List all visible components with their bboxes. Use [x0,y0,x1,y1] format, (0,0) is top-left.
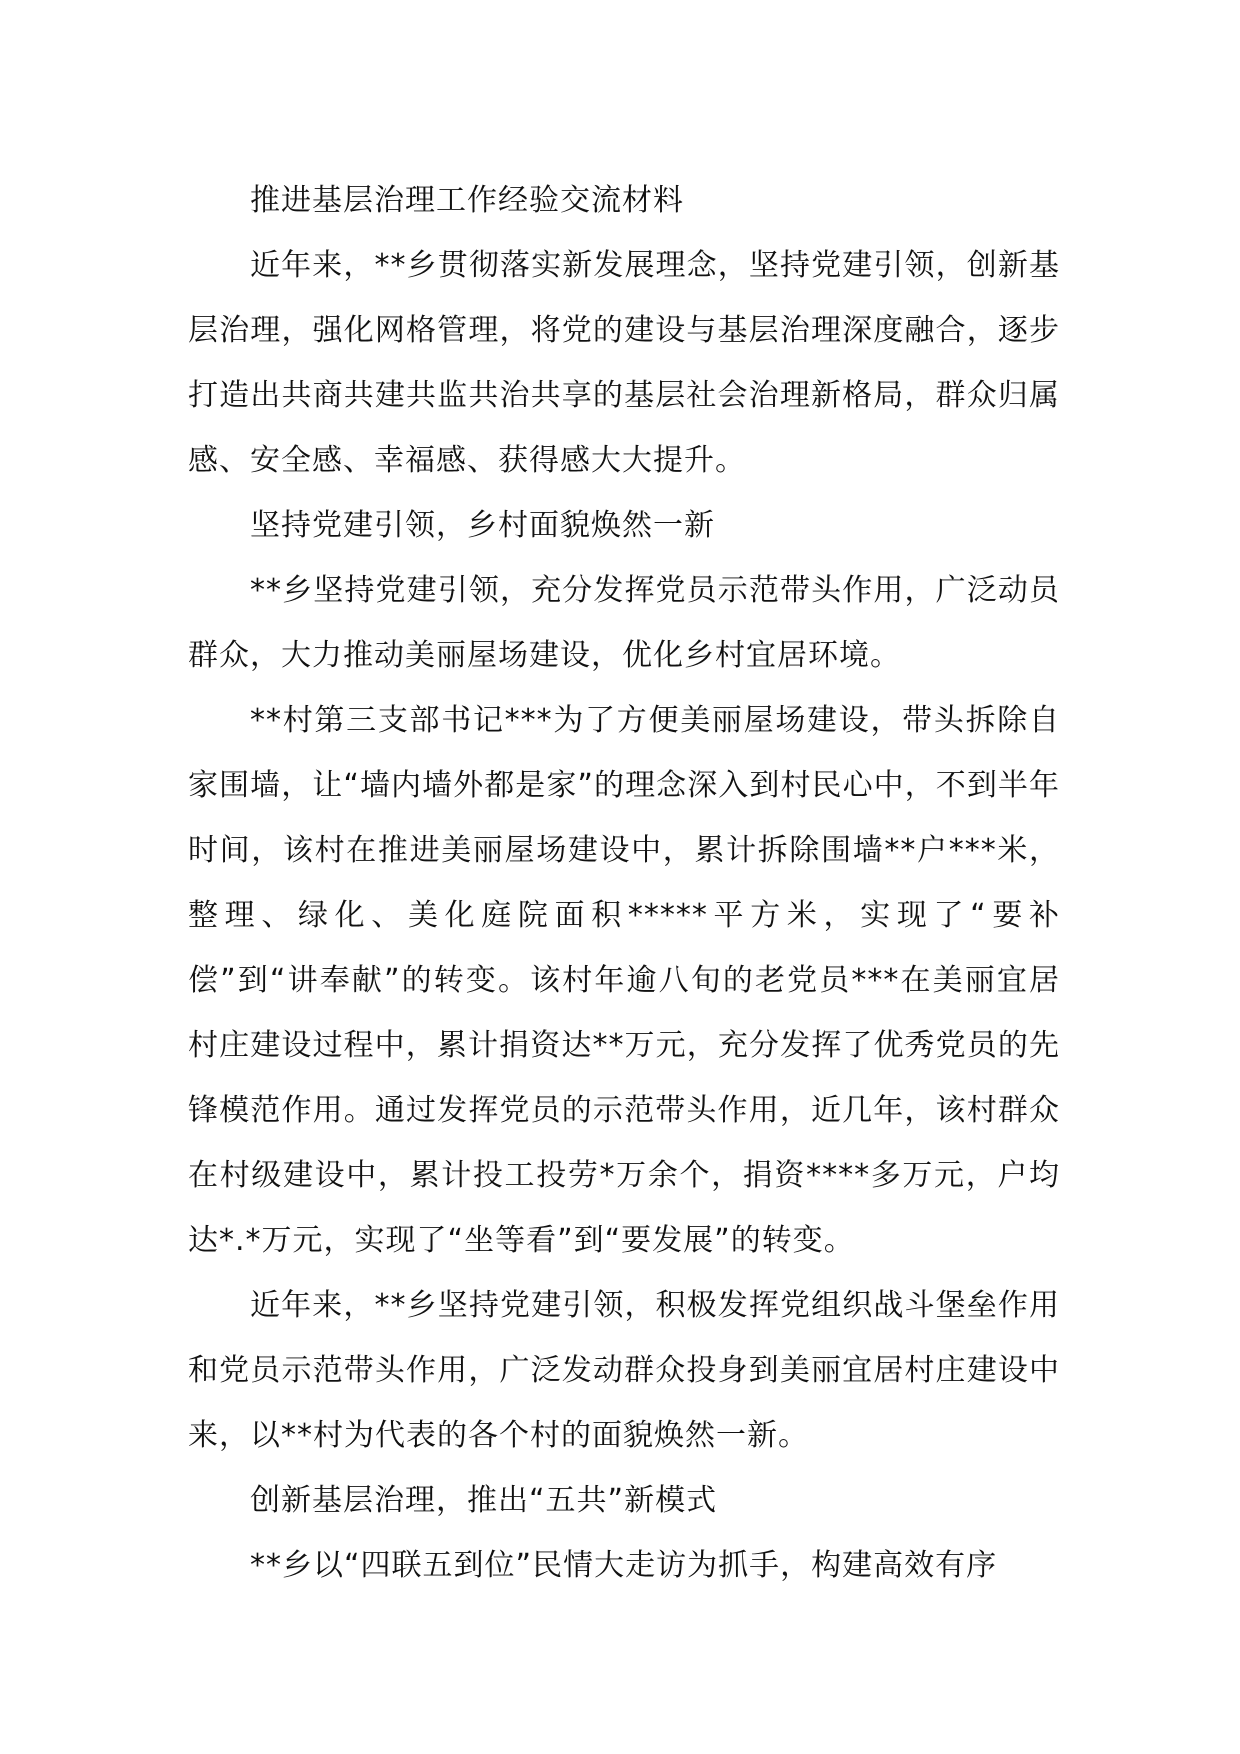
paragraph-summary: 近年来，**乡坚持党建引领，积极发挥党组织战斗堡垒作用和党员示范带头作用，广泛发动群众投身到美丽宜居村庄建设中来，以**村为代表的各个村的面貌焕然一新。 [188,1288,1060,1453]
paragraph-party-leadership: **乡坚持党建引领，充分发挥党员示范带头作用，广泛动员群众，大力推动美丽屋场建设，优化乡村宜居环境。 [188,573,1060,673]
section-heading-innovation: 创新基层治理，推出“五共”新模式 [250,1483,718,1518]
paragraph-village-example: **村第三支部书记***为了方便美丽屋场建设，带头拆除自家围墙，让“墙内墙外都是家”的理念深入到村民心中，不到半年时间，该村在推进美丽屋场建设中，累计拆除围墙**户***米，整理、绿化、美化庭院面积*****平方米，实现了“要补偿”到“讲奉献”的转变。该村年逾八旬的老党员***在美丽宜居村庄建设过程中，累计捐资达**万元，充分发挥了优秀党员的先锋模范作用。通过发挥党员的示范带头作用，近几年，该村群众在村级建设中，累计投工投劳*万余个，捐资****多万元，户均达*.*万元，实现了“坐等看”到“要发展”的转变。 [188,703,1060,1258]
paragraph-innovation: **乡以“四联五到位”民情大走访为抓手，构建高效有序 [250,1548,998,1583]
section-heading-party-leadership: 坚持党建引领，乡村面貌焕然一新 [250,508,715,543]
document-body [188,168,1060,1598]
document-title: 推进基层治理工作经验交流材料 [250,183,684,218]
paragraph-intro: 近年来，**乡贯彻落实新发展理念，坚持党建引领，创新基层治理，强化网格管理，将党的建设与基层治理深度融合，逐步打造出共商共建共监共治共享的基层社会治理新格局，群众归属感、安全感、幸福感、获得感大大提升。 [188,248,1060,478]
